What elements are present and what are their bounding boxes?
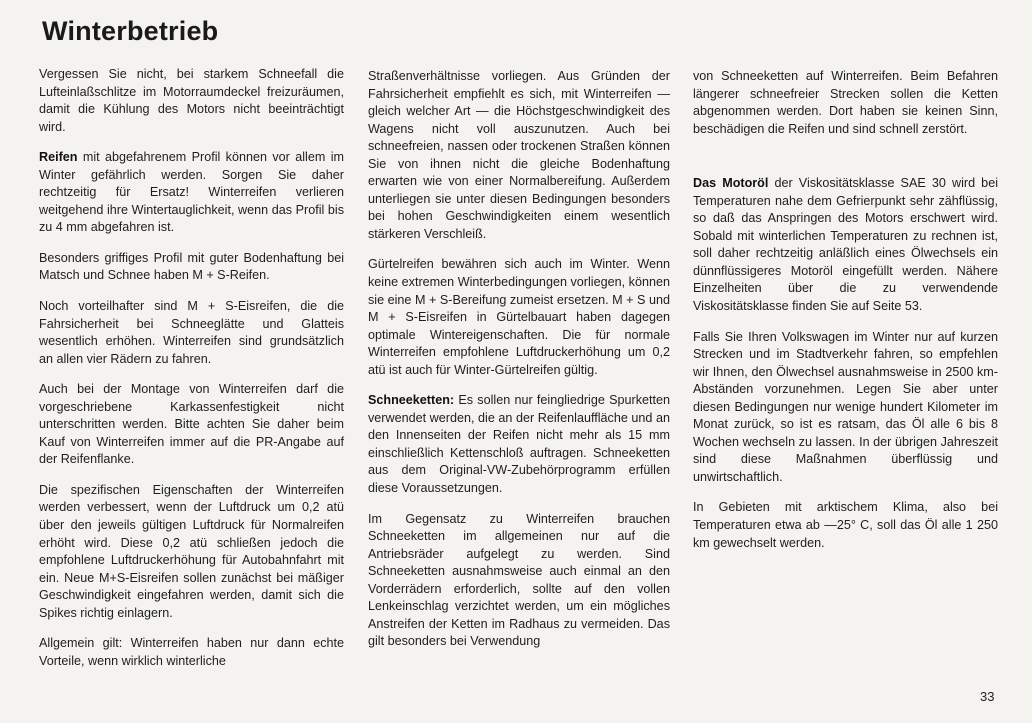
column-3 [693, 68, 998, 565]
keyword-schneeketten: Schneeketten: [368, 393, 455, 408]
paragraph-ms-tires: Besonders griffiges Profil mit guter Bodenhaftung bei Matsch und Schnee haben M + S-Reifen. [39, 250, 344, 283]
paragraph-general: Allgemein gilt: Winterreifen haben nur dann echte Vorteile, wenn wirklich winterliche [39, 636, 344, 668]
paragraph-ice-tires: Noch vorteilhafter sind M + S-Eisreifen, die die Fahrsicherheit bei Schneeglätte und Glatteis wesentlich erhöhen. Winterreifen sind grundsätzlich an allen vier Rädern zu fahren. [39, 299, 344, 366]
paragraph-tires [39, 149, 344, 237]
paragraph-arctic-climate: In Gebieten mit arktischem Klima, also bei Temperaturen etwa ab —25° C, soll das Öl alle 1 250 km gewechselt werden. [693, 500, 998, 550]
paragraph-radial-tires: Gürtelreifen bewähren sich auch im Winter. Wenn keine extremen Winterbedingungen vorliegen, können sie eine M + S-Bereifung zumeist ersetzen. M + S und M + S-Eisreifen in Gürtelbauart haben dagegen optimale Wintereigenschaften. Die für normale Winterreifen empfohlene Luftdruckerhöhung um 0,2 atü ist auch für Winter-Gürtelreifen gültig. [368, 257, 670, 377]
paragraph-air-intake: Vergessen Sie nicht, bei starkem Schneefall die Lufteinlaßschlitze im Motorraumdeckel freizuräumen, damit die Kühlung des Motors nicht beeinträchtigt wird. [39, 67, 344, 134]
page-title: Winterbetrieb [42, 16, 219, 46]
paragraph-carcass-strength: Auch bei der Montage von Winterreifen darf die vorgeschriebene Karkassenfestigkeit nicht unterschritten werden. Bitte achten Sie daher beim Kauf von Winterreifen immer auf die PR-Angabe auf der Reifenflanke. [39, 382, 344, 467]
keyword-reifen: Reifen [39, 150, 78, 165]
paragraph-drive-wheels: Im Gegensatz zu Winterreifen brauchen Schneeketten im allgemeinen nur auf die Antriebsräder aufgelegt zu werden. Sind Schneeketten ausnahmsweise auch einmal an den Vorderrädern erforderlich, sollte auf den vollen Lenkeinschlag verzichtet werden, um ein mögliches Anstreifen der Ketten im Radhaus zu vermeiden. Das gilt besonders bei Verwendung [368, 511, 670, 649]
paragraph-oil-change: Falls Sie Ihren Volkswagen im Winter nur auf kurzen Strecken und im Stadtverkehr fahren, so empfehlen wir Ihnen, den Ölwechsel ausnahmsweise in 2500 km-Abständen vorzunehmen. Legen Sie aber unter diesen Bedingungen nur wenige hundert Kilometer im Monat zurück, so ist es ratsam, das Öl alle 6 bis 8 Wochen wechseln zu lassen. In der übrigen Jahreszeit sind diese Maßnahmen überflüssig und unwirtschaftlich. [693, 329, 998, 484]
paragraph-chains-continued: von Schneeketten auf Winterreifen. Beim Befahren längerer schneefreier Strecken sollen die Ketten abgenommen werden. Dort haben sie keinen Sinn, beschädigen die Reifen und sind schnell zerstört. [693, 69, 998, 136]
paragraph-snow-chains [368, 392, 670, 497]
paragraph-road-conditions: Straßenverhältnisse vorliegen. Aus Gründen der Fahrsicherheit empfiehlt es sich, mit Winterreifen — gleich welcher Art — die Höchstgeschwindigkeit des Wagens nicht voll auszunutzen. Auch bei schneefreien, nassen oder trockenen Straßen können Sie von ihnen nicht die gleiche Bodenhaftung erwarten wie von einer Normalbereifung. Außerdem unterliegen sie unter diesen Bedingungen besonders bei hohen Geschwindigkeiten einem wesentlich stärkeren Verschleiß. [368, 69, 670, 241]
column-1 [39, 66, 344, 683]
paragraph-engine-oil-text: der Viskositätsklasse SAE 30 wird bei Temperaturen nahe dem Gefrierpunkt sehr zähflüssig, so daß das Anspringen des Motors erschwert wird. Sobald mit winterlichen Temperaturen zu rechnen ist, soll daher rechtzeitig anläßlich eines Ölwechsels ein dünnflüssigeres Motoröl eingefüllt werden. Nähere Einzelheiten über die zu verwendende Viskositätsklasse finden Sie auf Seite 53. [693, 176, 998, 314]
column-2 [368, 68, 670, 664]
paragraph-snow-chains-text: Es sollen nur feingliedrige Spurketten verwendet werden, die an der Reifenlauffläche und an den Innenseiten der Reifen nicht mehr als 15 mm einschließlich Kettenschloß auftragen. Schneeketten aus dem Original-VW-Zubehörprogramm erfüllen diese Voraussetzungen. [368, 393, 670, 496]
page-number: 33 [980, 689, 995, 704]
paragraph-tires-text: mit abgefahrenem Profil können vor allem im Winter gefährlich werden. Sorgen Sie daher rechtzeitig für Ersatz! Winterreifen verlieren weitgehend ihre Wintertauglichkeit, wenn das Profil bis zu 4 mm abgefahren ist. [39, 150, 344, 235]
keyword-motoroel: Das Motoröl [693, 176, 769, 191]
paragraph-tire-pressure: Die spezifischen Eigenschaften der Winterreifen werden verbessert, wenn der Luftdruck um 0,2 atü über den jeweils gültigen Luftdruck für Normalreifen erhöht wird. Diese 0,2 atü schließen jedoch die empfohlene Luftdruckerhöhung für Autobahnfahrt mit ein. Neue M+S-Eisreifen sollen zunächst bei mäßiger Geschwindigkeit eingefahren werden, damit sich die Spikes richtig einlagern. [39, 482, 344, 620]
paragraph-engine-oil [693, 175, 998, 315]
